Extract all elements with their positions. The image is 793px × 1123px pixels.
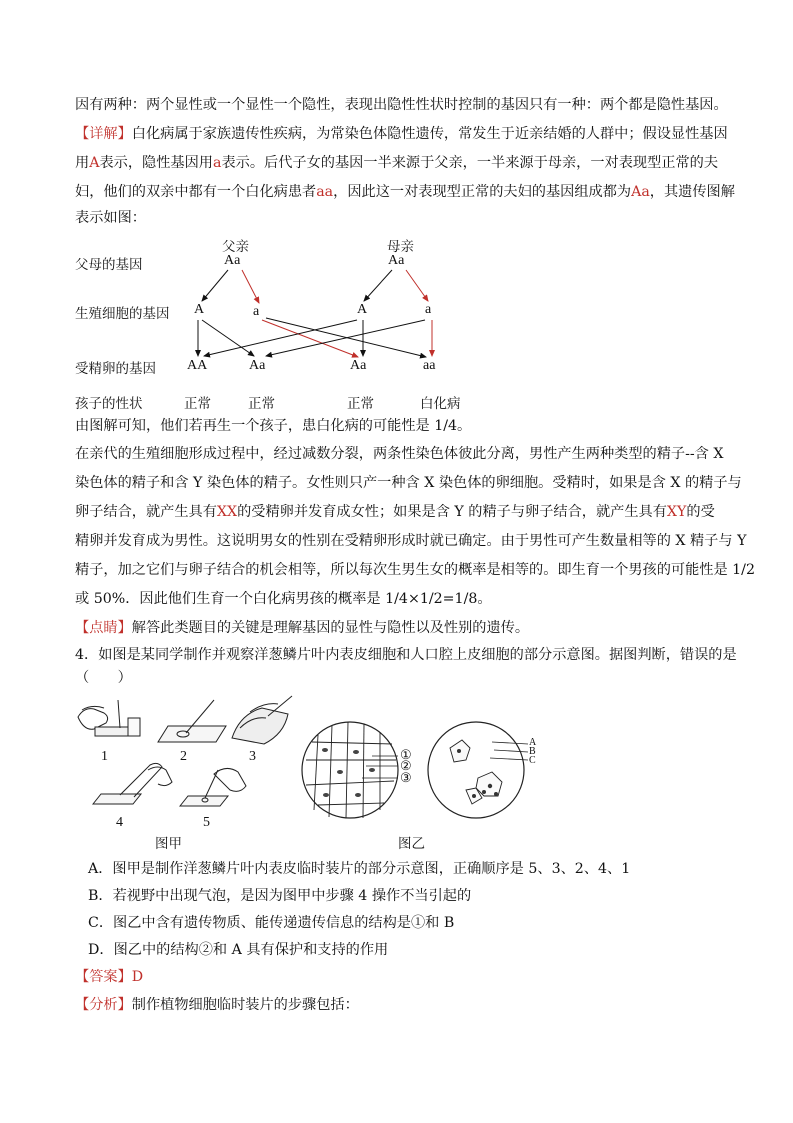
mark-3: ③	[400, 770, 412, 785]
sex-line-5: 精子，加之它们与卵子结合的机会相等，所以每次生男生女的概率是相等的。即生育一个男孩的可能性是 1/2	[75, 562, 755, 578]
answer-tag: 【答案】	[75, 969, 132, 985]
mark-A: A	[529, 737, 537, 748]
answer-value: D	[131, 969, 144, 985]
option-D: D．图乙中的结构②和 A 具有保护和支持的作用	[88, 942, 389, 958]
detail-line-1: 【详解】白化病属于家族遗传性疾病，为常染色体隐性遗传，常发生于近亲结婚的人群中；假设显性基因	[75, 126, 728, 142]
mark-2: ②	[400, 758, 412, 773]
detail-line-3: 妇，他们的双亲中都有一个白化病患者aa，因此这一对表现型正常的夫妇的基因组成都为Aa，其遗传图解	[75, 184, 735, 200]
row-label-zygotes: 受精卵的基因	[75, 361, 156, 377]
cheek-cells-view	[428, 722, 528, 818]
sex-line-6: 或 50%．因此他们生育一个白化病男孩的概率是 1/4×1/2=1/8。	[75, 591, 492, 607]
option-C: C．图乙中含有遗传物质、能传递遗传信息的结构是①和 B	[88, 915, 455, 931]
gamete-father-a: a	[253, 304, 260, 319]
zygote-AA: AA	[187, 358, 208, 373]
step-label-4: 4	[116, 815, 123, 830]
option-A: A．图甲是制作洋葱鳞片叶内表皮临时装片的部分示意图，正确顺序是 5、3、2、4、1	[88, 861, 631, 877]
step-label-1: 1	[101, 749, 108, 764]
trait-2: 正常	[248, 396, 275, 412]
trait-4: 白化病	[420, 396, 461, 412]
step2-drawing	[158, 700, 226, 742]
tip-line: 【点睛】解答此类题目的关键是理解基因的显性与隐性以及性别的遗传。	[75, 620, 530, 636]
step5-drawing	[180, 768, 246, 806]
answer-line	[75, 963, 727, 992]
step-label-5: 5	[203, 815, 210, 830]
gamete-mother-a: a	[425, 302, 432, 317]
step3-drawing	[232, 696, 292, 744]
detail-line-4: 表示如图：	[75, 210, 146, 226]
onion-cells-view	[302, 722, 398, 818]
row-label-gametes: 生殖细胞的基因	[75, 306, 170, 322]
step-label-3: 3	[249, 749, 256, 764]
zygote-Aa-2: Aa	[350, 358, 367, 373]
sex-line-1: 在亲代的生殖细胞形成过程中，经过减数分裂，两条性染色体彼此分离，男性产生两种类型的精子--含 X	[75, 446, 724, 462]
conclusion-line: 由图解可知，他们若再生一个孩子，患白化病的可能性是 1/4。	[75, 418, 472, 434]
gamete-mother-A: A	[357, 302, 368, 317]
step-label-2: 2	[180, 749, 187, 764]
father-gene: Aa	[224, 253, 241, 268]
mark-B: B	[529, 746, 536, 757]
row-label-parents: 父母的基因	[75, 257, 143, 273]
trait-3: 正常	[347, 396, 374, 412]
trait-1: 正常	[184, 396, 211, 412]
figure-b-caption: 图乙	[398, 836, 425, 852]
mother-label: 母亲	[387, 239, 414, 255]
mark-C: C	[529, 755, 536, 766]
zygote-aa: aa	[423, 358, 436, 373]
mark-1: ①	[400, 747, 412, 762]
tip-tag: 【点睛】	[75, 620, 132, 636]
step4-drawing	[93, 763, 172, 804]
zygote-Aa-1: Aa	[249, 358, 266, 373]
question-4-paren: （ ）	[75, 670, 132, 686]
mother-gene: Aa	[388, 253, 405, 268]
question-4-stem: 4．如图是某同学制作并观察洋葱鳞片叶内表皮细胞和人口腔上皮细胞的部分示意图。据图判断，错误的是	[75, 647, 737, 663]
sex-line-4: 精卵并发育成为男性。这说明男女的性别在受精卵形成时就已确定。由于男性可产生数量相等的 X 精子与 Y	[75, 533, 747, 549]
detail-line-2: 用A表示，隐性基因用a表示。后代子女的基因一半来源于父亲，一半来源于母亲，一对表现型正常的夫	[75, 155, 719, 171]
option-B: B．若视野中出现气泡，是因为图甲中步骤 4 操作不当引起的	[88, 888, 472, 904]
figure-a-caption: 图甲	[155, 836, 182, 852]
father-label: 父亲	[222, 239, 249, 255]
step1-drawing	[78, 700, 140, 736]
analysis-tag: 【分析】	[75, 997, 132, 1013]
paragraph-gene-types: 因有两种：两个显性或一个显性一个隐性，表现出隐性性状时控制的基因只有一种：两个都是隐性基因。	[75, 97, 728, 113]
detail-tag: 【详解】	[75, 126, 132, 142]
gamete-father-A: A	[194, 302, 205, 317]
row-label-traits: 孩子的性状	[75, 396, 143, 412]
sex-line-2: 染色体的精子和含 Y 染色体的精子。女性则只产一种含 X 染色体的卵细胞。受精时，如果是含 X 的精子与	[75, 475, 742, 491]
sex-line-3: 卵子结合，就产生具有XX的受精卵并发育成女性；如果是含 Y 的精子与卵子结合，就产生具有XY的受	[75, 504, 715, 520]
analysis-line: 【分析】制作植物细胞临时装片的步骤包括：	[75, 997, 359, 1013]
